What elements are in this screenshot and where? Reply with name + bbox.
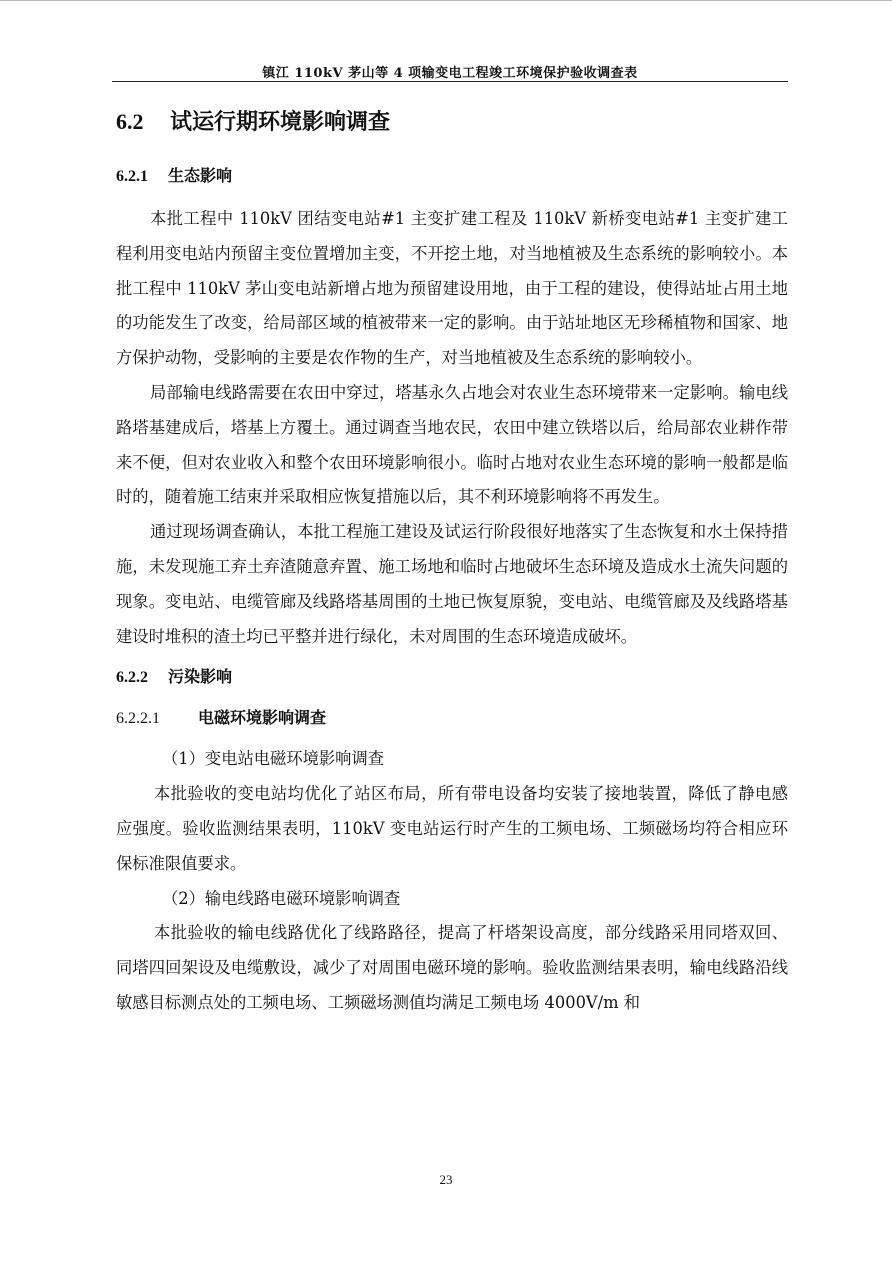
section-heading <box>116 104 788 140</box>
ecology-paragraph-3: 通过现场调查确认，本批工程施工建设及试运行阶段很好地落实了生态恢复和水土保持措施，未发现施工弃土弃渣随意弃置、施工场地和临时占地破坏生态环境及造成水土流失问题的现象。变电站、电缆管廊及线路塔基周围的土地已恢复原貌，变电站、电缆管廊及及线路塔基建设时堆积的渣土均已平整并进行绿化，未对周围的生态环境造成破坏。 <box>116 522 788 646</box>
subsection-heading-ecology <box>116 161 788 192</box>
subsubsection-heading-em <box>116 703 788 734</box>
item-text-line: 本批验收的输电线路优化了线路路径，提高了杆塔架设高度，部分线路采用同塔双回、同塔四回架设及电缆敷设，减少了对周围电磁环境的影响。验收监测结果表明，输电线路沿线敏感目标测点处的工频电场、工频磁场测值均满足工频电场 4000V/m 和 <box>116 923 788 1012</box>
page-body <box>116 104 788 1021</box>
running-header: 镇江 110kV 茅山等 4 项输变电工程竣工环境保护验收调查表 <box>262 66 638 81</box>
subsection-heading-pollution <box>116 662 788 693</box>
item-label-line: （2）输电线路电磁环境影响调查 <box>162 888 401 908</box>
subsection-title: 污染影响 <box>168 667 233 687</box>
section-number: 6.2 <box>116 109 144 134</box>
item-label-substation: （1）变电站电磁环境影响调查 <box>162 749 385 769</box>
ecology-paragraph-1: 本批工程中 110kV 团结变电站#1 主变扩建工程及 110kV 新桥变电站#1 主变扩建工程利用变电站内预留主变位置增加主变，不开挖土地，对当地植被及生态系统的影响较小。本批工程中 110kV 茅山变电站新增占地为预留建设用地，由于工程的建设，使得站址占用土地的功能发生了改变，给局部区域的植被带来一定的影响。由于站址地区无珍稀植物和国家、地方保护动物，受影响的主要是农作物的生产，对当地植被及生态系统的影响较小。 <box>116 209 788 368</box>
header-rule <box>112 81 788 82</box>
subsubsection-number: 6.2.2.1 <box>116 710 160 728</box>
page-number: 23 <box>439 1172 453 1187</box>
item-text-substation: 本批验收的变电站均优化了站区布局，所有带电设备均安装了接地装置，降低了静电感应强度。验收监测结果表明，110kV 变电站运行时产生的工频电场、工频磁场均符合相应环保标准限值要求。 <box>116 784 788 873</box>
ecology-paragraph-2: 局部输电线路需要在农田中穿过，塔基永久占地会对农业生态环境带来一定影响。输电线路塔基建成后，塔基上方覆土。通过调查当地农民，农田中建立铁塔以后，给局部农业耕作带来不便，但对农业收入和整个农田环境影响很小。临时占地对农业生态环境的影响一般都是临时的，随着施工结束并采取相应恢复措施以后，其不利环境影响将不再发生。 <box>116 382 788 507</box>
subsection-number: 6.2.2 <box>116 669 148 687</box>
subsubsection-title: 电磁环境影响调查 <box>198 708 327 728</box>
subsection-title: 生态影响 <box>168 166 233 185</box>
page-top-border <box>0 0 892 1</box>
subsection-number: 6.2.1 <box>116 168 148 185</box>
section-title: 试运行期环境影响调查 <box>170 109 391 135</box>
